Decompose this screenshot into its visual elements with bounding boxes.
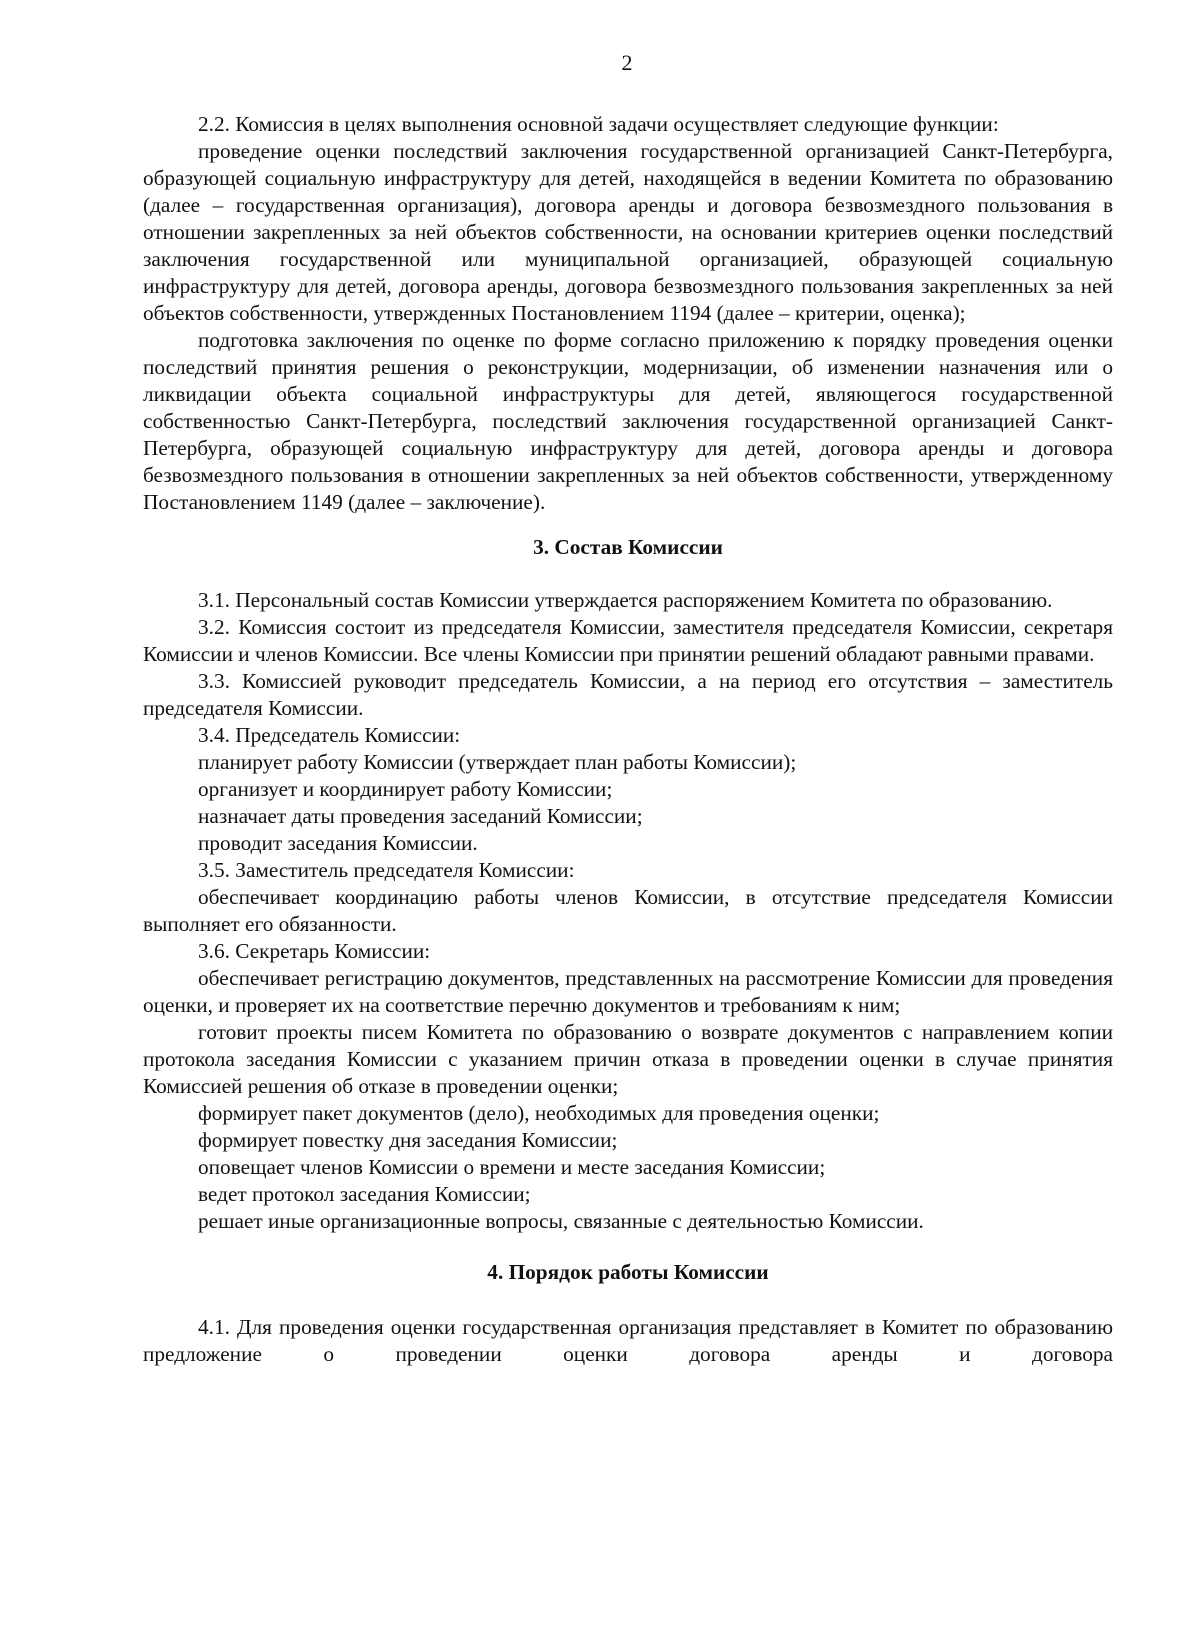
secretary-duty-item: ведет протокол заседания Комиссии; — [198, 1182, 531, 1206]
secretary-duty-item: формирует повестку дня заседания Комиссии; — [198, 1128, 618, 1152]
chair-duty-item: планирует работу Комиссии (утверждает план работы Комиссии); — [198, 750, 797, 774]
page-number: 2 — [621, 50, 633, 75]
chair-duty-item: проводит заседания Комиссии. — [198, 831, 478, 855]
chair-duty-item: назначает даты проведения заседаний Комиссии; — [198, 804, 643, 828]
paragraph-3-1: 3.1. Персональный состав Комиссии утверждается распоряжением Комитета по образованию. — [198, 588, 1053, 612]
secretary-duty-registration: обеспечивает регистрацию документов, представленных на рассмотрение Комиссии для проведения оценки, и проверяет их на соответствие перечню документов и требованиям к ним; — [143, 966, 1113, 1017]
section-3-heading: 3. Состав Комиссии — [533, 535, 723, 559]
secretary-duty-item: решает иные организационные вопросы, связанные с деятельностью Комиссии. — [198, 1209, 924, 1233]
paragraph-3-5: 3.5. Заместитель председателя Комиссии: — [198, 858, 575, 882]
paragraph-3-2: 3.2. Комиссия состоит из председателя Комиссии, заместителя председателя Комиссии, секретаря Комиссии и членов Комиссии. Все члены Комиссии при принятии решений обладают равными правами. — [143, 615, 1113, 666]
paragraph-3-3: 3.3. Комиссией руководит председатель Комиссии, а на период его отсутствия – заместитель председателя Комиссии. — [143, 669, 1113, 720]
paragraph-3-4: 3.4. Председатель Комиссии: — [198, 723, 461, 747]
secretary-duty-letters: готовит проекты писем Комитета по образованию о возврате документов с направлением копии протокола заседания Комиссии с указанием причин отказа в проведении оценки в случае принятия Комиссией решения об отказе в проведении оценки; — [143, 1020, 1113, 1098]
secretary-duty-item: оповещает членов Комиссии о времени и месте заседания Комиссии; — [198, 1155, 826, 1179]
paragraph-3-6: 3.6. Секретарь Комиссии: — [198, 939, 431, 963]
document-body — [143, 111, 1113, 1368]
secretary-duty-item: формирует пакет документов (дело), необходимых для проведения оценки; — [198, 1101, 880, 1125]
paragraph-function-conclusion: подготовка заключения по оценке по форме согласно приложению к порядку проведения оценки последствий принятия решения о реконструкции, модернизации, об изменении назначения или о ликвидации объекта социальной инфраструктуры для детей, являющегося государственной собственностью Санкт-Петербурга, последствий заключения государственной организацией Санкт-Петербурга, образующей социальную инфраструктуру для детей, договора аренды и договора безвозмездного пользования в отношении закрепленных за ней объектов собственности, утвержденному Постановлением 1149 (далее – заключение). — [143, 328, 1113, 514]
paragraph-function-assessment: проведение оценки последствий заключения государственной организацией Санкт-Петербурга, образующей социальную инфраструктуру для детей, находящейся в ведении Комитета по образованию (далее – государственная организация), договора аренды и договора безвозмездного пользования в отношении закрепленных за ней объектов собственности, на основании критериев оценки последствий заключения государственной или муниципальной организацией, образующей социальную инфраструктуру для детей, договора аренды, договора безвозмездного пользования закрепленных за ней объектов собственности, утвержденных Постановлением 1194 (далее – критерии, оценка); — [143, 139, 1113, 325]
deputy-duty: обеспечивает координацию работы членов Комиссии, в отсутствие председателя Комиссии выполняет его обязанности. — [143, 885, 1113, 936]
section-4-heading: 4. Порядок работы Комиссии — [487, 1260, 769, 1284]
paragraph-4-1: 4.1. Для проведения оценки государственная организация представляет в Комитет по образованию предложение о проведении оценки договора аренды и договора — [143, 1315, 1113, 1366]
chair-duty-item: организует и координирует работу Комиссии; — [198, 777, 613, 801]
paragraph-2-2: 2.2. Комиссия в целях выполнения основной задачи осуществляет следующие функции: — [198, 112, 999, 136]
